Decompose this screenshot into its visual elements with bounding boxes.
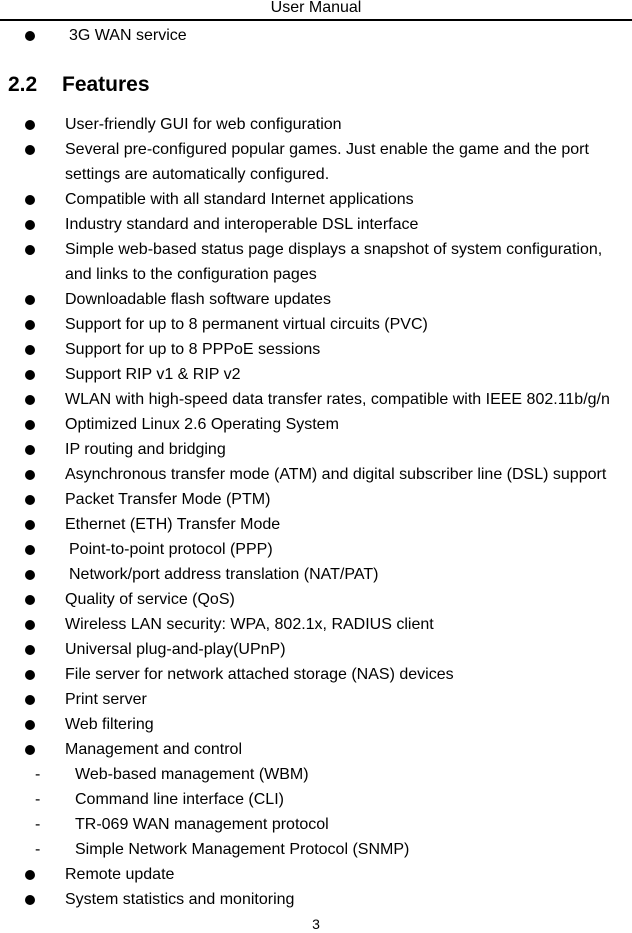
section-title: Features [62,73,150,96]
dash-marker: - [35,816,41,833]
section-heading [8,72,150,98]
list-item: Wireless LAN security: WPA, 802.1x, RADIUS client [65,616,434,633]
list-item: Compatible with all standard Internet applications [65,191,414,208]
list-item: Web filtering [65,716,154,733]
bullet-icon [25,695,35,705]
list-item: Support for up to 8 permanent virtual circuits (PVC) [65,316,428,333]
list-item: Support for up to 8 PPPoE sessions [65,341,321,358]
list-item: File server for network attached storage (NAS) devices [65,666,454,683]
bullet-icon [25,195,35,205]
bullet-icon [25,495,35,505]
bullet-icon [25,420,35,430]
list-item: User-friendly GUI for web configuration [65,116,342,133]
list-item: IP routing and bridging [65,441,226,458]
bullet-icon [25,520,35,530]
sub-list-item: TR-069 WAN management protocol [75,816,329,833]
bullet-icon [25,345,35,355]
bullet-icon [25,295,35,305]
dash-marker: - [35,766,41,783]
bullet-icon [25,570,35,580]
header-rule [0,19,632,21]
dash-marker: - [35,841,41,858]
bullet-icon [25,245,35,255]
list-item: Optimized Linux 2.6 Operating System [65,416,339,433]
bullet-icon [25,370,35,380]
bullet-icon [25,670,35,680]
bullet-icon [25,31,35,41]
page-number: 3 [312,916,320,932]
list-item-continuation: settings are automatically configured. [65,166,330,183]
bullet-icon [25,645,35,655]
dash-marker: - [35,791,41,808]
bullet-icon [25,145,35,155]
page-header-title: User Manual [270,0,362,16]
list-item: Network/port address translation (NAT/PAT) [69,566,379,583]
list-item: Simple web-based status page displays a snapshot of system configuration, [65,241,603,258]
bullet-icon [25,895,35,905]
sub-list-item: Command line interface (CLI) [75,791,284,808]
list-item: 3G WAN service [69,27,187,44]
bullet-icon [25,220,35,230]
bullet-icon [25,470,35,480]
bullet-icon [25,320,35,330]
bullet-icon [25,545,35,555]
list-item: Packet Transfer Mode (PTM) [65,491,271,508]
bullet-icon [25,720,35,730]
list-item-continuation: and links to the configuration pages [65,266,317,283]
list-item: Remote update [65,866,175,883]
list-item: System statistics and monitoring [65,891,295,908]
bullet-icon [25,445,35,455]
sub-list-item: Simple Network Management Protocol (SNMP) [75,841,410,858]
bullet-icon [25,620,35,630]
list-item: Asynchronous transfer mode (ATM) and digital subscriber line (DSL) support [65,466,607,483]
bullet-icon [25,870,35,880]
sub-list-item: Web-based management (WBM) [75,766,309,783]
list-item: Print server [65,691,147,708]
list-item: Industry standard and interoperable DSL interface [65,216,419,233]
bullet-icon [25,120,35,130]
bullet-icon [25,395,35,405]
list-item: Ethernet (ETH) Transfer Mode [65,516,281,533]
bullet-icon [25,745,35,755]
list-item: Universal plug-and-play(UPnP) [65,641,286,658]
list-item: Several pre-configured popular games. Just enable the game and the port [65,141,589,158]
section-number: 2.2 [8,73,38,96]
list-item: Point-to-point protocol (PPP) [69,541,273,558]
list-item: Quality of service (QoS) [65,591,235,608]
list-item: WLAN with high-speed data transfer rates, compatible with IEEE 802.11b/g/n [65,391,610,408]
list-item: Support RIP v1 & RIP v2 [65,366,241,383]
bullet-icon [25,595,35,605]
list-item: Downloadable flash software updates [65,291,331,308]
list-item: Management and control [65,741,242,758]
